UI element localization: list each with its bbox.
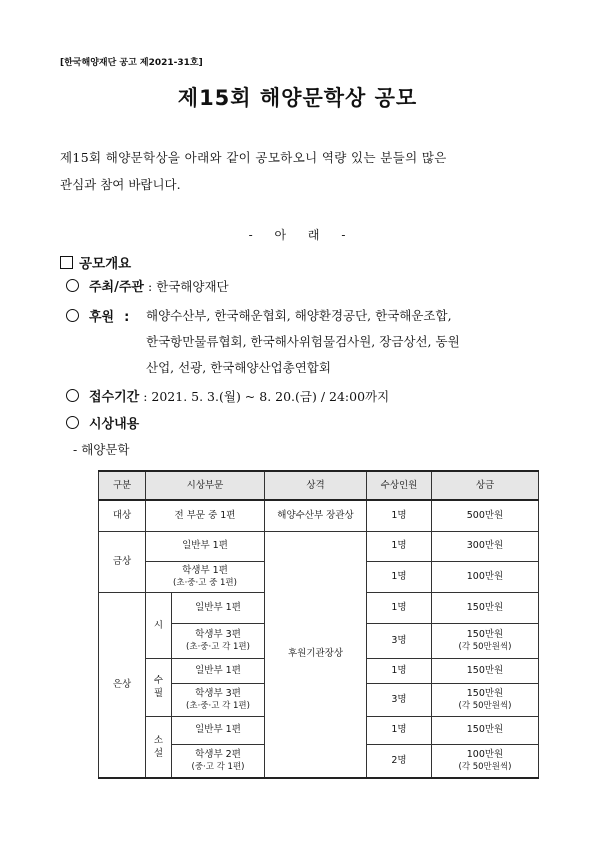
division-cell: 일반부 1편 [172, 592, 265, 623]
grade-cell: 해양수산부 장관상 [265, 500, 367, 531]
grade-cell: 후원기관장상 [265, 531, 367, 778]
ara-heading [0, 226, 595, 243]
prize-cell: 150만원 [432, 658, 539, 683]
category-cell: 금상 [99, 531, 146, 592]
period-key: 접수기간 [89, 390, 140, 405]
organizer-key: 주최/주관 [89, 280, 144, 295]
prize-cell: 100만원 [432, 561, 539, 592]
genre-cell [146, 658, 172, 716]
intro-line: 관심과 참여 바랍니다. [60, 177, 181, 192]
table-row [99, 531, 539, 561]
ara-part: - [341, 228, 347, 242]
division-cell: 전 부문 중 1편 [146, 500, 265, 531]
count-cell: 1명 [367, 561, 432, 592]
prize-sub: (각 50만원씩) [458, 761, 512, 772]
prize-cell: 300만원 [432, 531, 539, 561]
circle-bullet-icon [66, 279, 79, 292]
sponsor-line: 해양수산부, 한국해운협회, 해양환경공단, 한국해운조합, [146, 308, 452, 323]
table-header: 구분 [99, 471, 146, 500]
count-cell: 1명 [367, 658, 432, 683]
prize-main: 150만원 [466, 687, 504, 699]
prize-cell: 150만원 [432, 716, 539, 744]
prize-sub: (각 50만원씩) [458, 641, 512, 652]
division-sub: (초·중·고 중 1편) [173, 577, 237, 588]
category-cell: 대상 [99, 500, 146, 531]
section-heading [60, 252, 131, 272]
circle-bullet-icon [66, 309, 79, 322]
genre-label: 수필 [153, 675, 164, 699]
table-row [99, 500, 539, 531]
sponsor-colon: : [124, 310, 130, 325]
division-main: 학생부 3편 [195, 628, 241, 640]
organizer-value: : 한국해양재단 [147, 279, 229, 294]
awards-key: 시상내용 [89, 417, 140, 432]
table-header: 수상인원 [367, 471, 432, 500]
prize-cell: 500만원 [432, 500, 539, 531]
division-main: 학생부 1편 [182, 564, 228, 576]
prize-main: 150만원 [466, 628, 504, 640]
division-cell: 일반부 1편 [146, 531, 265, 561]
division-cell [172, 744, 265, 778]
square-bullet-icon [60, 256, 73, 269]
awards-item [66, 413, 139, 432]
organizer-item [66, 276, 229, 295]
sponsor-item [66, 306, 129, 325]
division-main: 학생부 2편 [195, 748, 241, 760]
circle-bullet-icon [66, 416, 79, 429]
division-sub: (초·중·고 각 1편) [186, 700, 250, 711]
circle-bullet-icon [66, 389, 79, 402]
genre-label: 시 [153, 619, 164, 631]
sponsor-line: 한국항만물류협회, 한국해사위험물검사원, 장금상선, 동원 [146, 334, 460, 349]
ara-part: 래 [307, 228, 321, 242]
intro-line: 제15회 해양문학상을 아래와 같이 공모하오니 역량 있는 분들의 많은 [60, 150, 447, 165]
intro-paragraph [60, 144, 540, 198]
genre-label: 소설 [153, 734, 164, 759]
table-header: 상격 [265, 471, 367, 500]
division-main: 학생부 3편 [195, 687, 241, 699]
count-cell: 1명 [367, 500, 432, 531]
prize-main: 100만원 [466, 748, 504, 760]
count-cell: 2명 [367, 744, 432, 778]
prize-cell [432, 683, 539, 716]
sponsor-key: 후원 [89, 310, 115, 325]
count-cell: 3명 [367, 683, 432, 716]
category-cell: 은상 [99, 592, 146, 778]
notice-number: [한국해양재단 공고 제2021-31호] [60, 58, 203, 68]
genre-cell [146, 592, 172, 658]
division-cell [146, 561, 265, 592]
page-title: 제15회 해양문학상 공모 [177, 86, 418, 110]
table-header: 상금 [432, 471, 539, 500]
division-cell [172, 683, 265, 716]
division-sub: (초·중·고 각 1편) [186, 641, 250, 652]
prize-cell [432, 744, 539, 778]
division-cell: 일반부 1편 [172, 658, 265, 683]
count-cell: 1명 [367, 716, 432, 744]
division-sub: (중·고 각 1편) [191, 761, 245, 772]
genre-cell [146, 716, 172, 778]
prize-cell [432, 623, 539, 658]
count-cell: 3명 [367, 623, 432, 658]
division-cell [172, 623, 265, 658]
ara-part: - [248, 228, 254, 242]
sponsor-line: 산업, 선광, 한국해양산업총연합회 [146, 360, 331, 375]
count-cell: 1명 [367, 531, 432, 561]
period-value: : 2021. 5. 3.(월) ~ 8. 20.(금) / 24:00까지 [143, 389, 390, 404]
awards-subheading: - 해양문학 [73, 442, 130, 457]
prize-cell: 150만원 [432, 592, 539, 623]
table-header-row [99, 471, 539, 500]
count-cell: 1명 [367, 592, 432, 623]
division-cell: 일반부 1편 [172, 716, 265, 744]
prize-sub: (각 50만원씩) [458, 700, 512, 711]
awards-table [98, 470, 539, 779]
table-header: 시상부문 [146, 471, 265, 500]
ara-part: 아 [274, 228, 288, 242]
period-item [66, 386, 389, 405]
section-title: 공모개요 [79, 256, 132, 272]
